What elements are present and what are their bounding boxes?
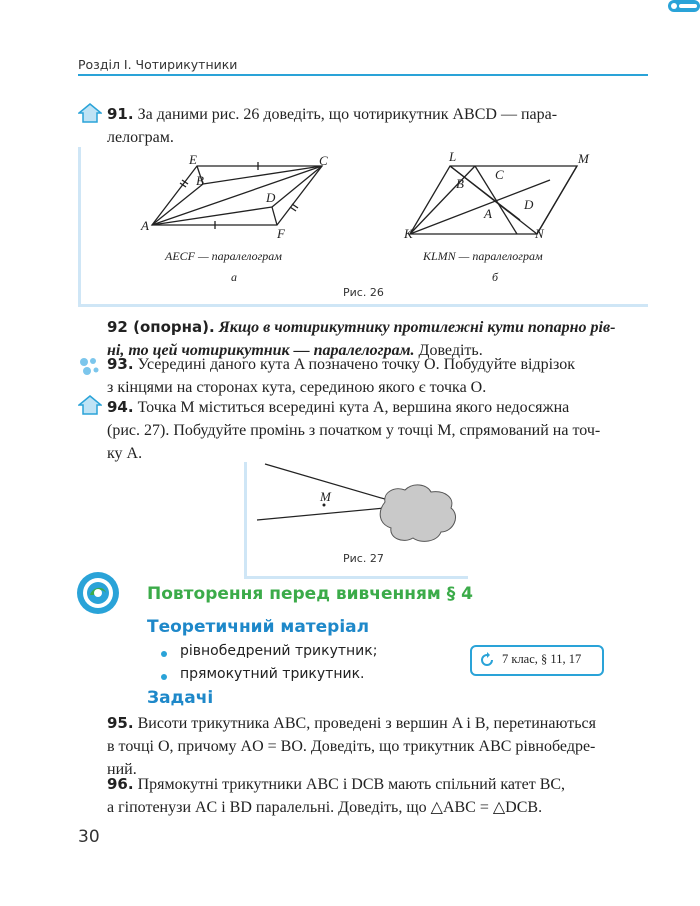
fig26a-note: AECF — паралелограм — [165, 249, 282, 263]
header-rule — [78, 74, 648, 76]
figure-frame-left — [244, 462, 247, 577]
problem-text: Точка M міститься всередині кута A, вершина якого недосяжна — [137, 399, 570, 416]
problem-number: 95. — [107, 714, 134, 732]
fig26b-sublabel: б — [492, 270, 499, 284]
problem-93 — [107, 353, 647, 376]
problem-96-line2: а гіпотенузи AC і BD паралельні. Доведіть, що △ABC = △DCB. — [107, 799, 543, 816]
problem-number: 93. — [107, 355, 134, 373]
bullet-dot — [161, 651, 167, 657]
difficulty-dots-icon — [78, 356, 102, 376]
problem-94-line3: ку A. — [107, 445, 143, 462]
problem-95-line3: ний. — [107, 761, 137, 778]
figure-frame-bottom — [78, 304, 648, 307]
page-number: 30 — [78, 827, 100, 847]
problem-text: ні, то цей чотирикутник — паралелограм. — [107, 342, 415, 359]
problem-text-suffix: Доведіть. — [414, 342, 483, 359]
fig26b-label-C: C — [495, 167, 504, 182]
fig26b-label-A: A — [484, 206, 492, 221]
difficulty-house-icon — [78, 103, 102, 123]
problem-text: За даними рис. 26 доведіть, що чотирикутник ABCD — пара- — [137, 106, 558, 123]
review-title: Повторення перед вивченням § 4 — [147, 584, 473, 604]
problem-96 — [107, 773, 647, 796]
fig26b-label-M: M — [578, 151, 589, 166]
refresh-icon — [479, 652, 495, 668]
fig27-label-M: M — [320, 489, 331, 504]
fig26b-label-B: B — [456, 176, 464, 191]
publisher-logo-icon — [668, 0, 700, 12]
fig26a-label-F: F — [277, 226, 285, 241]
reference-text: 7 клас, § 11, 17 — [502, 652, 582, 666]
problem-92 — [107, 316, 647, 339]
running-header: Розділ I. Чотирикутники — [78, 57, 238, 72]
fig26a-sublabel: а — [231, 270, 237, 284]
problem-number: 92 (опорна). — [107, 318, 215, 336]
problem-95-line2: в точці O, причому AO = BO. Доведіть, що трикутник ABC рівнобедре- — [107, 738, 596, 755]
problem-number: 96. — [107, 775, 134, 793]
problem-number: 91. — [107, 105, 134, 123]
problem-number: 94. — [107, 398, 134, 416]
figure-frame-bottom — [244, 576, 468, 579]
fig26a-label-A: A — [141, 218, 149, 233]
problem-91-line2: лелограм. — [107, 129, 174, 146]
problem-text: Прямокутні трикутники ABC і DCB мають спільний катет BC, — [137, 776, 566, 793]
fig27-caption: Рис. 27 — [343, 552, 384, 565]
tasks-title: Задачі — [147, 688, 214, 708]
problem-text: Якщо в чотирикутнику протилежні кути попарно рів- — [218, 319, 616, 336]
figure-frame-left — [78, 147, 81, 305]
problem-94 — [107, 396, 647, 419]
review-swirl-icon — [76, 571, 120, 615]
difficulty-house-icon — [78, 395, 102, 415]
problem-text: Усередині даного кута A позначено точку O. Побудуйте відрізок — [137, 356, 576, 373]
fig26a-label-C: C — [319, 153, 328, 168]
problem-95 — [107, 712, 647, 735]
fig26a-label-B: B — [196, 173, 204, 188]
theory-item: рівнобедрений трикутник; — [180, 643, 378, 659]
figure-27-drawing — [255, 462, 475, 552]
fig26b-label-N: N — [535, 226, 544, 241]
fig26-caption: Рис. 26 — [343, 286, 384, 299]
fig26b-note: KLMN — паралелограм — [423, 249, 543, 263]
fig26b-label-D: D — [524, 197, 534, 212]
problem-91 — [107, 103, 647, 126]
problem-94-line2: (рис. 27). Побудуйте промінь з початком у точці M, спрямований на точ- — [107, 422, 601, 439]
theory-title: Теоретичний матеріал — [147, 617, 370, 637]
textbook-reference-box — [470, 645, 604, 676]
fig26b-label-K: K — [404, 226, 413, 241]
bullet-dot — [161, 674, 167, 680]
theory-item: прямокутний трикутник. — [180, 666, 365, 682]
problem-93-line2: з кінцями на сторонах кута, серединою якого є точка O. — [107, 379, 487, 396]
fig26a-label-D: D — [266, 190, 276, 205]
fig26b-label-L: L — [449, 149, 457, 164]
problem-text: Висоти трикутника ABC, проведені з вершин A і B, перетинаються — [137, 715, 596, 732]
fig26a-label-E: E — [189, 152, 197, 167]
